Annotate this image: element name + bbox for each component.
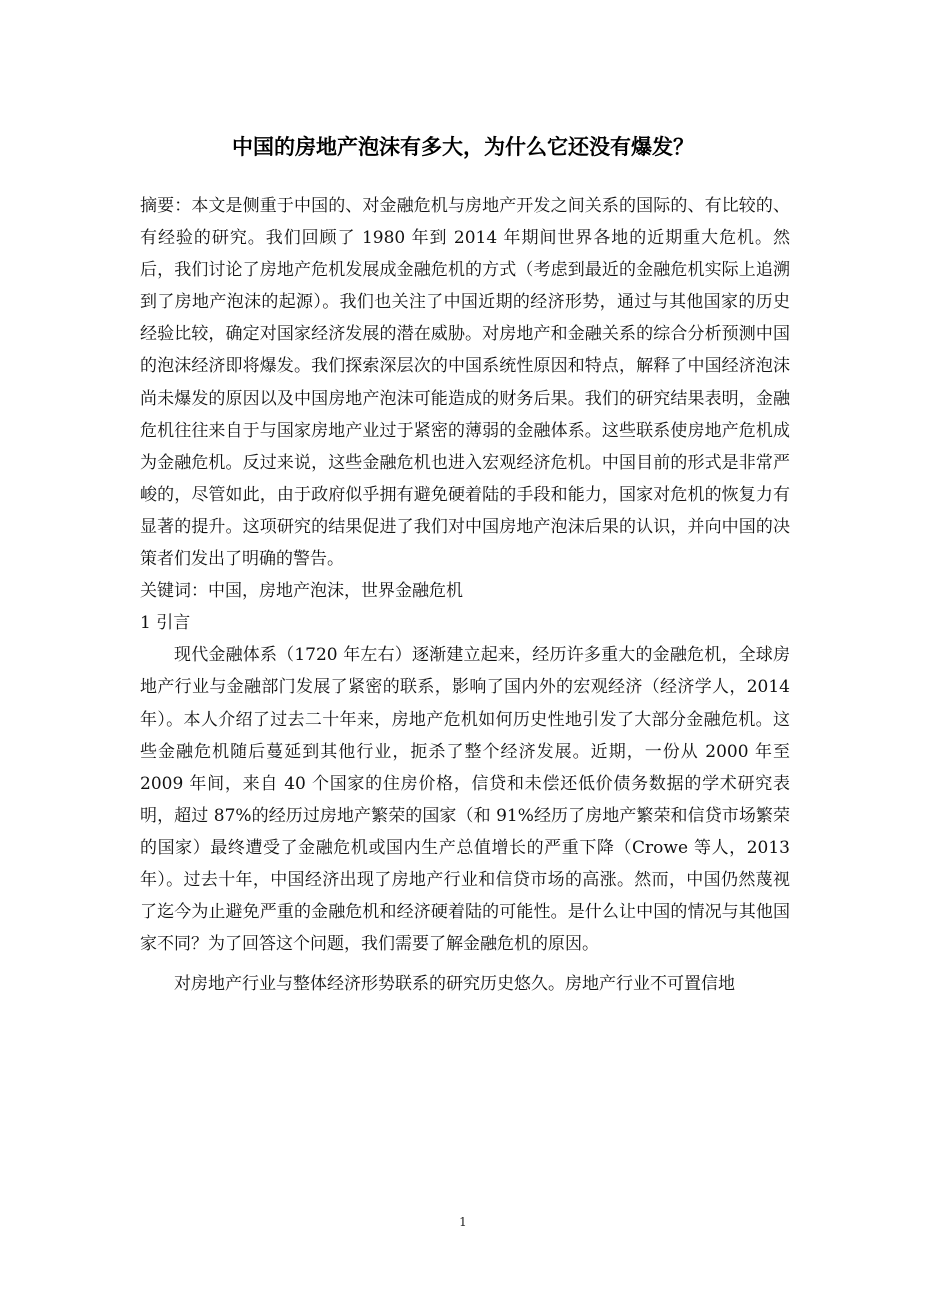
abstract-text: 摘要：本文是侧重于中国的、对金融危机与房地产开发之间关系的国际的、有比较的、有经验的研究。我们回顾了 1980 年到 2014 年期间世界各地的近期重大危机。然后，我们讨论了房地产危机发展成金融危机的方式（考虑到最近的金融危机实际上追溯到了房地产泡沫的起源）。我们也关注了中国近期的经济形势，通过与其他国家的历史经验比较，确定对国家经济发展的潜在威胁。对房地产和金融关系的综合分析预测中国的泡沫经济即将爆发。我们探索深层次的中国系统性原因和特点，解释了中国经济泡沫尚未爆发的原因以及中国房地产泡沫可能造成的财务后果。我们的研究结果表明，金融危机往往来自于与国家房地产业过于紧密的薄弱的金融体系。这些联系使房地产危机成为金融危机。反过来说，这些金融危机也进入宏观经济危机。中国目前的形式是非常严峻的，尽管如此，由于政府似乎拥有避免硬着陆的手段和能力，国家对危机的恢复力有显著的提升。这项研究的结果促进了我们对中国房地产泡沫后果的认识，并向中国的决策者们发出了明确的警告。 bbox=[140, 196, 790, 570]
paper-body bbox=[140, 190, 790, 1000]
body-paragraph-2: 对房地产行业与整体经济形势联系的研究历史悠久。房地产行业不可置信地 bbox=[174, 974, 735, 995]
body-paragraph-1: 现代金融体系（1720 年左右）逐渐建立起来，经历许多重大的金融危机，全球房地产行业与金融部门发展了紧密的联系，影响了国内外的宏观经济（经济学人，2014 年）。本人介绍了过去二十年来，房地产危机如何历史性地引发了大部分金融危机。这些金融危机随后蔓延到其他行业，扼杀了整个经济发展。近期，一份从 2000 年至 2009 年间，来自 40 个国家的住房价格，信贷和未偿还低价债务数据的学术研究表明，超过 87%的经历过房地产繁荣的国家（和 91%经历了房地产繁荣和信贷市场繁荣的国家）最终遭受了金融危机或国内生产总值增长的严重下降（Crowe 等人，2013 年）。过去十年，中国经济出现了房地产行业和信贷市场的高涨。然而，中国仍然蔑视了迄今为止避免严重的金融危机和经济硬着陆的可能性。是什么让中国的情况与其他国家不同？为了回答这个问题，我们需要了解金融危机的原因。 bbox=[140, 645, 790, 955]
page-number: 1 bbox=[459, 1215, 467, 1229]
section-heading-introduction: 1 引言 bbox=[140, 613, 191, 634]
paper-title: 中国的房地产泡沫有多大，为什么它还没有爆发？ bbox=[232, 135, 694, 159]
keywords-line: 关键词：中国，房地产泡沫，世界金融危机 bbox=[140, 581, 463, 602]
abstract-section bbox=[140, 190, 790, 575]
paragraph-gap bbox=[140, 960, 790, 968]
